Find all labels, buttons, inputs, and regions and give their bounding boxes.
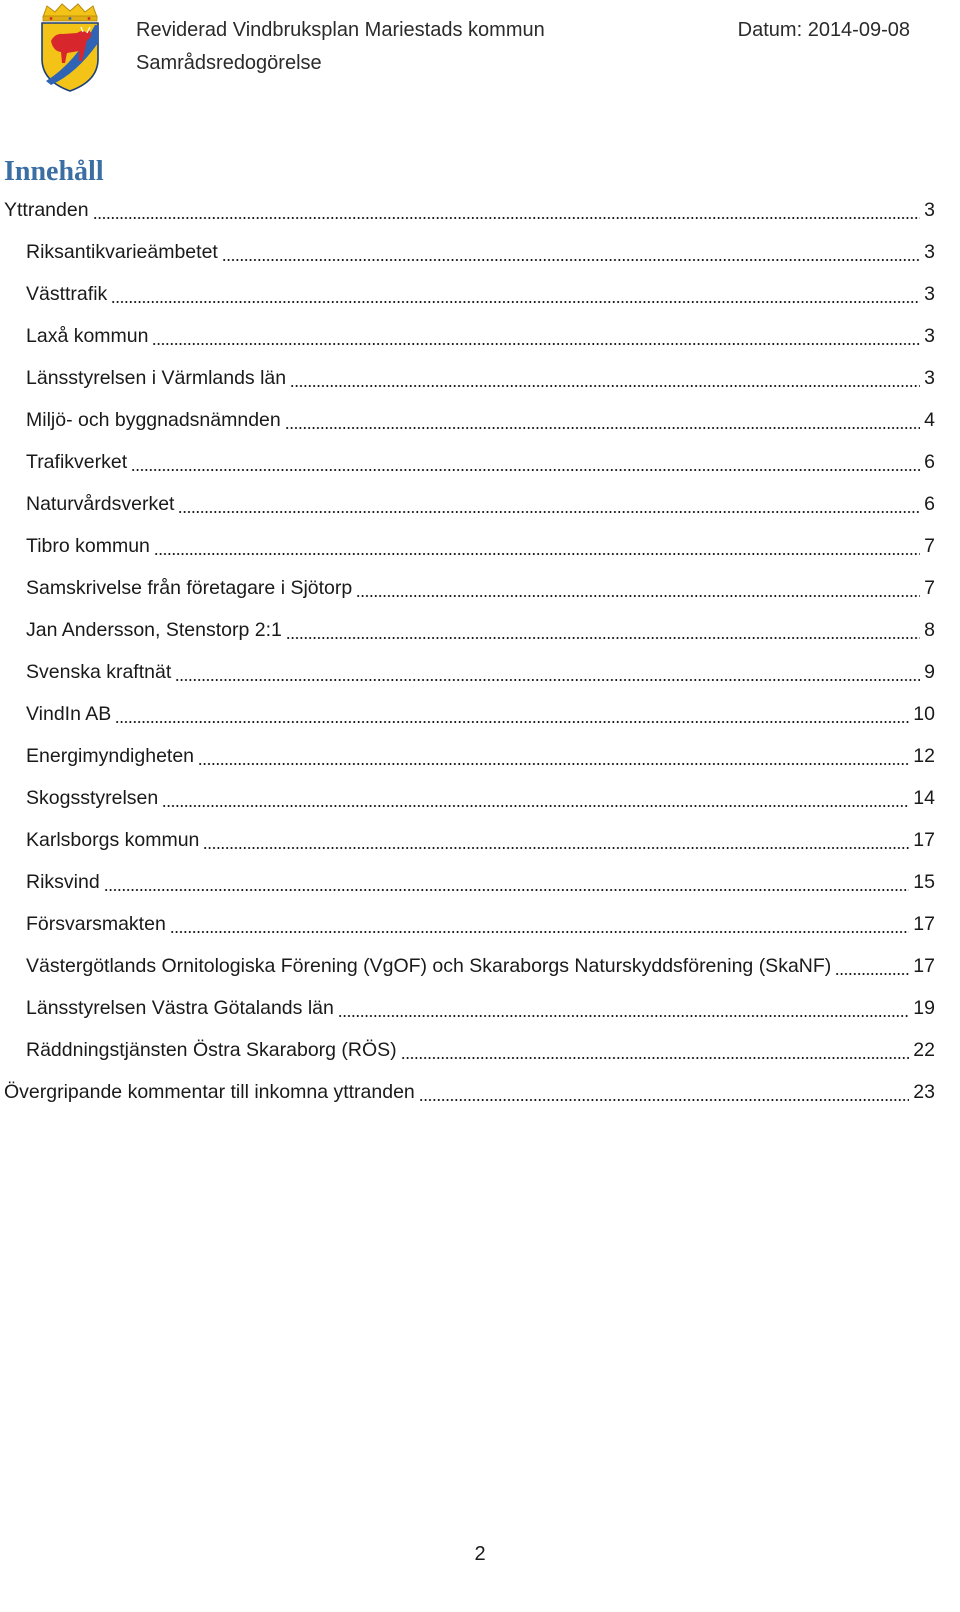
page-header — [0, 0, 960, 100]
toc-entry-title: Västtrafik — [26, 283, 108, 305]
toc-entry-title: Räddningstjänsten Östra Skaraborg (RÖS) — [26, 1039, 397, 1061]
toc-entry-title: Tibro kommun — [26, 535, 150, 557]
toc-entry[interactable] — [0, 861, 935, 903]
toc-entry[interactable] — [0, 189, 935, 231]
toc-entry-title: Energimyndigheten — [26, 745, 195, 767]
toc-entry[interactable] — [0, 651, 935, 693]
toc-dot-leader — [835, 973, 909, 975]
toc-entry[interactable] — [0, 693, 935, 735]
document-subtitle: Samrådsredogörelse — [136, 52, 322, 74]
toc-entry-title: Laxå kommun — [26, 325, 149, 347]
toc-dot-leader — [401, 1057, 910, 1059]
toc-entry[interactable] — [0, 567, 935, 609]
toc-dot-leader — [419, 1099, 910, 1101]
toc-dot-leader — [203, 847, 909, 849]
toc-entry-page: 7 — [924, 535, 935, 557]
toc-dot-leader — [111, 301, 920, 303]
page-number: 2 — [474, 1543, 486, 1565]
toc-dot-leader — [170, 931, 910, 933]
toc-entry-title: Länsstyrelsen i Värmlands län — [26, 367, 287, 389]
toc-entry[interactable] — [0, 945, 935, 987]
toc-entry[interactable] — [0, 777, 935, 819]
toc-entry[interactable] — [0, 1029, 935, 1071]
toc-entry-title: Skogsstyrelsen — [26, 787, 159, 809]
toc-entry-page: 12 — [913, 745, 935, 767]
toc-entry-title: Trafikverket — [26, 451, 128, 473]
toc-entry-title: Yttranden — [4, 199, 89, 221]
document-date: Datum: 2014-09-08 — [737, 19, 910, 41]
toc-dot-leader — [222, 259, 920, 261]
toc-entry[interactable] — [0, 735, 935, 777]
toc-entry-page: 6 — [924, 493, 935, 515]
toc-entry[interactable] — [0, 315, 935, 357]
toc-dot-leader — [104, 889, 910, 891]
toc-entry-page: 14 — [913, 787, 935, 809]
table-of-contents — [0, 189, 935, 1113]
toc-dot-leader — [175, 679, 920, 681]
toc-entry[interactable] — [0, 231, 935, 273]
toc-entry-page: 7 — [924, 577, 935, 599]
toc-entry-page: 19 — [913, 997, 935, 1019]
toc-entry-page: 22 — [913, 1039, 935, 1061]
toc-heading: Innehåll — [4, 156, 104, 187]
toc-entry-page: 9 — [924, 661, 935, 683]
toc-entry-title: Riksantikvarieämbetet — [26, 241, 218, 263]
toc-entry-title: Svenska kraftnät — [26, 661, 172, 683]
toc-entry-page: 3 — [924, 283, 935, 305]
toc-entry-page: 23 — [913, 1081, 935, 1103]
toc-entry-title: Västergötlands Ornitologiska Förening (VgOF) och Skaraborgs Naturskyddsförening (SkaNF) — [26, 955, 832, 977]
toc-entry[interactable] — [0, 357, 935, 399]
toc-entry[interactable] — [0, 399, 935, 441]
toc-entry-title: Riksvind — [26, 871, 100, 893]
toc-entry-title: Länsstyrelsen Västra Götalands län — [26, 997, 334, 1019]
toc-entry-page: 3 — [924, 241, 935, 263]
toc-entry-page: 3 — [924, 367, 935, 389]
toc-entry[interactable] — [0, 609, 935, 651]
toc-dot-leader — [162, 805, 909, 807]
toc-entry-title: Miljö- och byggnadsnämnden — [26, 409, 281, 431]
toc-entry-title: VindIn AB — [26, 703, 112, 725]
toc-entry[interactable] — [0, 273, 935, 315]
toc-entry-page: 6 — [924, 451, 935, 473]
toc-dot-leader — [115, 721, 909, 723]
toc-entry-page: 17 — [913, 955, 935, 977]
toc-entry-title: Karlsborgs kommun — [26, 829, 200, 851]
toc-entry[interactable] — [0, 525, 935, 567]
toc-entry[interactable] — [0, 987, 935, 1029]
toc-dot-leader — [338, 1015, 909, 1017]
toc-entry-page: 17 — [913, 829, 935, 851]
toc-entry[interactable] — [0, 903, 935, 945]
toc-entry[interactable] — [0, 1071, 935, 1113]
toc-entry[interactable] — [0, 441, 935, 483]
toc-dot-leader — [286, 637, 920, 639]
toc-entry-page: 10 — [913, 703, 935, 725]
toc-entry-title: Försvarsmakten — [26, 913, 166, 935]
toc-dot-leader — [178, 511, 920, 513]
toc-entry-page: 4 — [924, 409, 935, 431]
toc-dot-leader — [356, 595, 920, 597]
toc-dot-leader — [93, 217, 921, 219]
toc-dot-leader — [285, 427, 920, 429]
toc-entry-page: 3 — [924, 325, 935, 347]
toc-dot-leader — [154, 553, 920, 555]
toc-entry-title: Övergripande kommentar till inkomna yttranden — [4, 1081, 415, 1103]
toc-entry-page: 3 — [924, 199, 935, 221]
toc-entry-title: Jan Andersson, Stenstorp 2:1 — [26, 619, 282, 641]
coat-of-arms-icon — [37, 3, 103, 93]
toc-entry-title: Samskrivelse från företagare i Sjötorp — [26, 577, 353, 599]
toc-entry-page: 8 — [924, 619, 935, 641]
toc-entry-title: Naturvårdsverket — [26, 493, 175, 515]
toc-entry[interactable] — [0, 483, 935, 525]
toc-entry-page: 17 — [913, 913, 935, 935]
toc-entry[interactable] — [0, 819, 935, 861]
toc-entry-page: 15 — [913, 871, 935, 893]
toc-dot-leader — [131, 469, 920, 471]
toc-dot-leader — [152, 343, 920, 345]
document-title: Reviderad Vindbruksplan Mariestads kommun — [136, 19, 545, 41]
toc-dot-leader — [198, 763, 909, 765]
toc-dot-leader — [290, 385, 920, 387]
